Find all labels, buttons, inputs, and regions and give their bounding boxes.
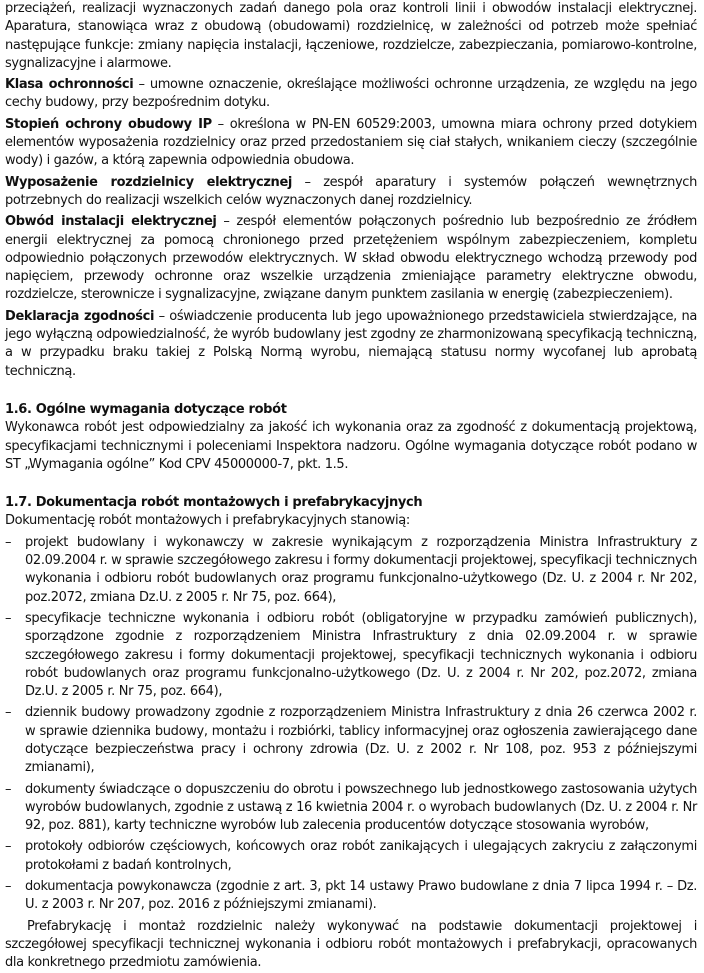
definition-term: Obwód instalacji elektrycznej: [5, 214, 217, 230]
definition-text: – określona w PN-EN 60529:2003, umowna miara ochrony przed dotykiem elementów wyposażenia rozdzielnicy oraz przed przedostaniem się ciał stałych, wnikaniem cieczy (szczególnie wody) i gazów, a którą zapewnia odpowiednia obudowa.: [5, 116, 697, 169]
definition-item: [5, 76, 697, 113]
list-item: [5, 704, 697, 777]
list-item: [5, 838, 697, 875]
definition-term: Deklaracja zgodności: [5, 308, 155, 324]
list-item-text: protokoły odbiorów częściowych, końcowych oraz robót zanikających i ulegających zakryciu z załączonymi protokołami z badań kontrolnych,: [25, 839, 697, 873]
section-1-7-closing: Prefabrykację i montaż rozdzielnic należy wykonywać na podstawie dokumentacji projektowej i szczegółowej specyfikacji technicznej wykonania i odbioru robót montażowych i prefabrykacji, opracowanych dla konkretnego przedmiotu zamówienia.: [5, 918, 697, 971]
section-1-7-heading: 1.7. Dokumentacja robót montażowych i prefabrykacyjnych: [5, 495, 423, 511]
list-item-text: dokumenty świadczące o dopuszczeniu do obrotu i powszechnego lub jednostkowego zastosowania użytych wyrobów budowlanych, zgodnie z ustawą z 16 kwietnia 2004 r. o wyrobach budowlanych (Dz. U. z 2004 r. Nr 92, poz. 881), karty techniczne wyrobów lub zalecenia producentów dotyczące stosowania wyrobów,: [25, 781, 697, 834]
documentation-list: [5, 534, 697, 915]
definition-text: – zespół aparatury i systemów połączeń wewnętrznych potrzebnych do realizacji wszelkich celów wyznaczonych danej rozdzielnicy.: [5, 174, 697, 208]
list-item-text: projekt budowlany i wykonawczy w zakresie wynikającym z rozporządzenia Ministra Infrastruktury z 02.09.2004 r. w sprawie szczegółowego zakresu i formy dokumentacji projektowej, specyfikacji technicznych wykonania i odbioru robót budowlanych oraz programu funkcjonalno-użytkowego (Dz. U. z 2004 r. Nr 202, poz.2072, zmiana Dz.U. z 2005 r. Nr 75, poz. 664),: [25, 534, 697, 605]
intro-paragraph: przeciążeń, realizacji wyznaczonych zadań danego pola oraz kontroli linii i obwodów instalacji elektrycznej. Aparatura, stanowiąca wraz z obudową (obudowami) rozdzielnicę, w zależności od potrzeb może spełniać następujące funkcje: zmiany napięcia instalacji, łączeniowe, rozdzielcze, zabezpieczania, pomiarowo-kontrolne, sygnalizacyjne i alarmowe.: [5, 1, 697, 71]
dash-bullet: –: [5, 534, 12, 550]
list-item: [5, 610, 697, 701]
list-item-text: dziennik budowy prowadzony zgodnie z rozporządzeniem Ministra Infrastruktury z dnia 26 czerwca 2002 r. w sprawie dziennika budowy, montażu i rozbiórki, tablicy informacyjnej oraz ogłoszenia zawierającego dane dotyczące bezpieczeństwa pracy i ochrony zdrowia (Dz. U. z 2002 r. Nr 108, poz. 953 z późniejszymi zmianami),: [25, 705, 697, 776]
definition-term: Wyposażenie rozdzielnicy elektrycznej: [5, 174, 293, 190]
list-item-text: specyfikacje techniczne wykonania i odbioru robót (obligatoryjne w przypadku zamówień publicznych), sporządzone zgodnie z rozporządzeniem Ministra Infrastruktury z dnia 02.09.2004 r. w sprawie szczegółowego zakresu i formy dokumentacji projektowej, specyfikacji technicznych wykonania i odbioru robót budowlanych oraz programu funkcjonalno-użytkowego (Dz. U. z 2004 r. Nr 202, poz.2072, zmiana Dz.U. z 2005 r. Nr 75, poz. 664),: [25, 610, 697, 700]
dash-bullet: –: [5, 781, 12, 797]
dash-bullet: –: [5, 705, 12, 721]
definition-text: – oświadczenie producenta lub jego upoważnionego przedstawiciela stwierdzające, na jego wyłączną odpowiedzialność, że wyrób budowlany jest zgodny ze zharmonizowaną specyfikacją techniczną, a w przypadku braku takiej z Polską Normą wyrobu, niemającą statusu normy wycofanej lub aprobatą techniczną.: [5, 308, 697, 379]
definitions-list: [5, 76, 697, 381]
list-item: [5, 878, 697, 915]
definition-item: [5, 174, 697, 211]
definition-text: – zespół elementów połączonych pośrednio lub bezpośrednio ze źródłem energii elektrycznej za pomocą chronionego przed przetężeniem wspólnym zabezpieczeniem, kompletu odpowiednio połączonych przewodów elektrycznych. W skład obwodu elektrycznego wchodzą przewody pod napięciem, przewody ochronne oraz wszelkie urządzenia zmieniające parametry elektryczne obwodu, rozdzielcze, sterownicze i sygnalizacyjne, związane danym punktem zasilania w energię (zabezpieczeniem).: [5, 214, 697, 303]
section-1-7-lead: Dokumentację robót montażowych i prefabrykacyjnych stanowią:: [5, 513, 410, 529]
definition-term: Klasa ochronności: [5, 77, 134, 93]
definition-text: – umowne oznaczenie, określające możliwości ochronne urządzenia, ze względu na jego cechy budowy, przy bezpośrednim dotyku.: [5, 77, 697, 111]
definition-item: [5, 213, 697, 304]
list-item: [5, 534, 697, 607]
dash-bullet: –: [5, 610, 12, 626]
definition-item: [5, 116, 697, 171]
dash-bullet: –: [5, 839, 12, 855]
definition-item: [5, 308, 697, 381]
dash-bullet: –: [5, 879, 12, 895]
list-item: [5, 781, 697, 836]
section-1-6-heading: 1.6. Ogólne wymagania dotyczące robót: [5, 401, 287, 417]
definition-term: Stopień ochrony obudowy IP: [5, 116, 212, 132]
list-item-text: dokumentacja powykonawcza (zgodnie z art. 3, pkt 14 ustawy Prawo budowlane z dnia 7 lipca 1994 r. – Dz. U. z 2003 r. Nr 207, poz. 2016 z późniejszymi zmianami).: [25, 879, 697, 913]
section-1-6-text: Wykonawca robót jest odpowiedzialny za jakość ich wykonania oraz za zgodność z dokumentacją projektową, specyfikacjami technicznymi i poleceniami Inspektora nadzoru. Ogólne wymagania dotyczące robót podano w ST „Wymagania ogólne” Kod CPV 45000000-7, pkt. 1.5.: [5, 420, 697, 472]
